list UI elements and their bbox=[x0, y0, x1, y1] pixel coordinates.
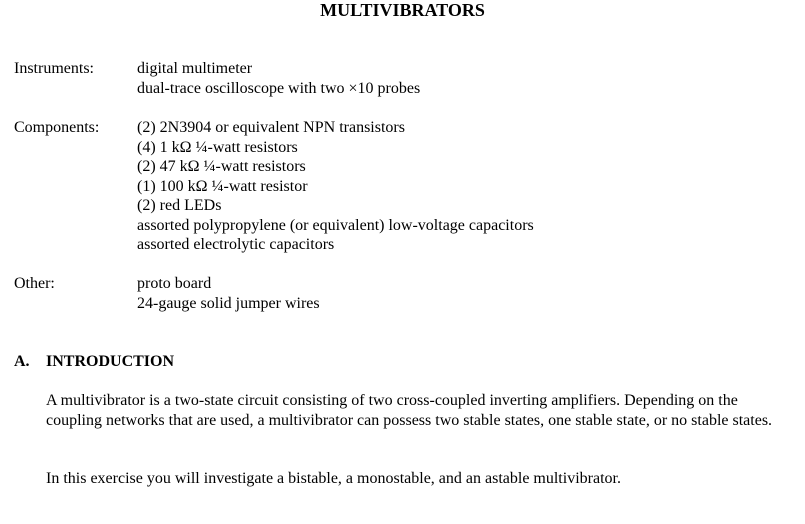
materials-list bbox=[137, 59, 777, 98]
paragraph: A multivibrator is a two-state circuit consisting of two cross-coupled inverting amplifiers. Depending on the coupling networks that are used, a multivibrator can possess two stable states, one stable state, or no stable states. bbox=[46, 392, 773, 429]
materials-label: Components: bbox=[14, 119, 100, 136]
section-letter: A. bbox=[14, 353, 30, 370]
list-item: (2) red LEDs bbox=[137, 197, 222, 214]
materials-label: Instruments: bbox=[14, 60, 94, 77]
list-item: assorted polypropylene (or equivalent) low-voltage capacitors bbox=[137, 216, 534, 234]
section-heading bbox=[14, 352, 174, 372]
list-item: assorted electrolytic capacitors bbox=[137, 236, 335, 253]
list-item: proto board bbox=[137, 275, 212, 292]
materials-list bbox=[137, 118, 777, 255]
list-item: digital multimeter bbox=[137, 60, 253, 77]
paragraph: In this exercise you will investigate a bistable, a monostable, and an astable multivibrator. bbox=[46, 470, 621, 487]
list-item: (2) 47 kΩ ¼-watt resistors bbox=[137, 158, 306, 175]
list-item: (4) 1 kΩ ¼-watt resistors bbox=[137, 138, 298, 156]
list-item: dual-trace oscilloscope with two ×10 probes bbox=[137, 79, 421, 97]
page-title: MULTIVIBRATORS bbox=[320, 0, 485, 20]
list-item: (2) 2N3904 or equivalent NPN transistors bbox=[137, 119, 405, 136]
materials-list bbox=[137, 274, 777, 313]
section-title: INTRODUCTION bbox=[46, 353, 175, 370]
materials-label: Other: bbox=[14, 275, 55, 292]
list-item: (1) 100 kΩ ¼-watt resistor bbox=[137, 177, 308, 195]
list-item: 24-gauge solid jumper wires bbox=[137, 294, 320, 312]
